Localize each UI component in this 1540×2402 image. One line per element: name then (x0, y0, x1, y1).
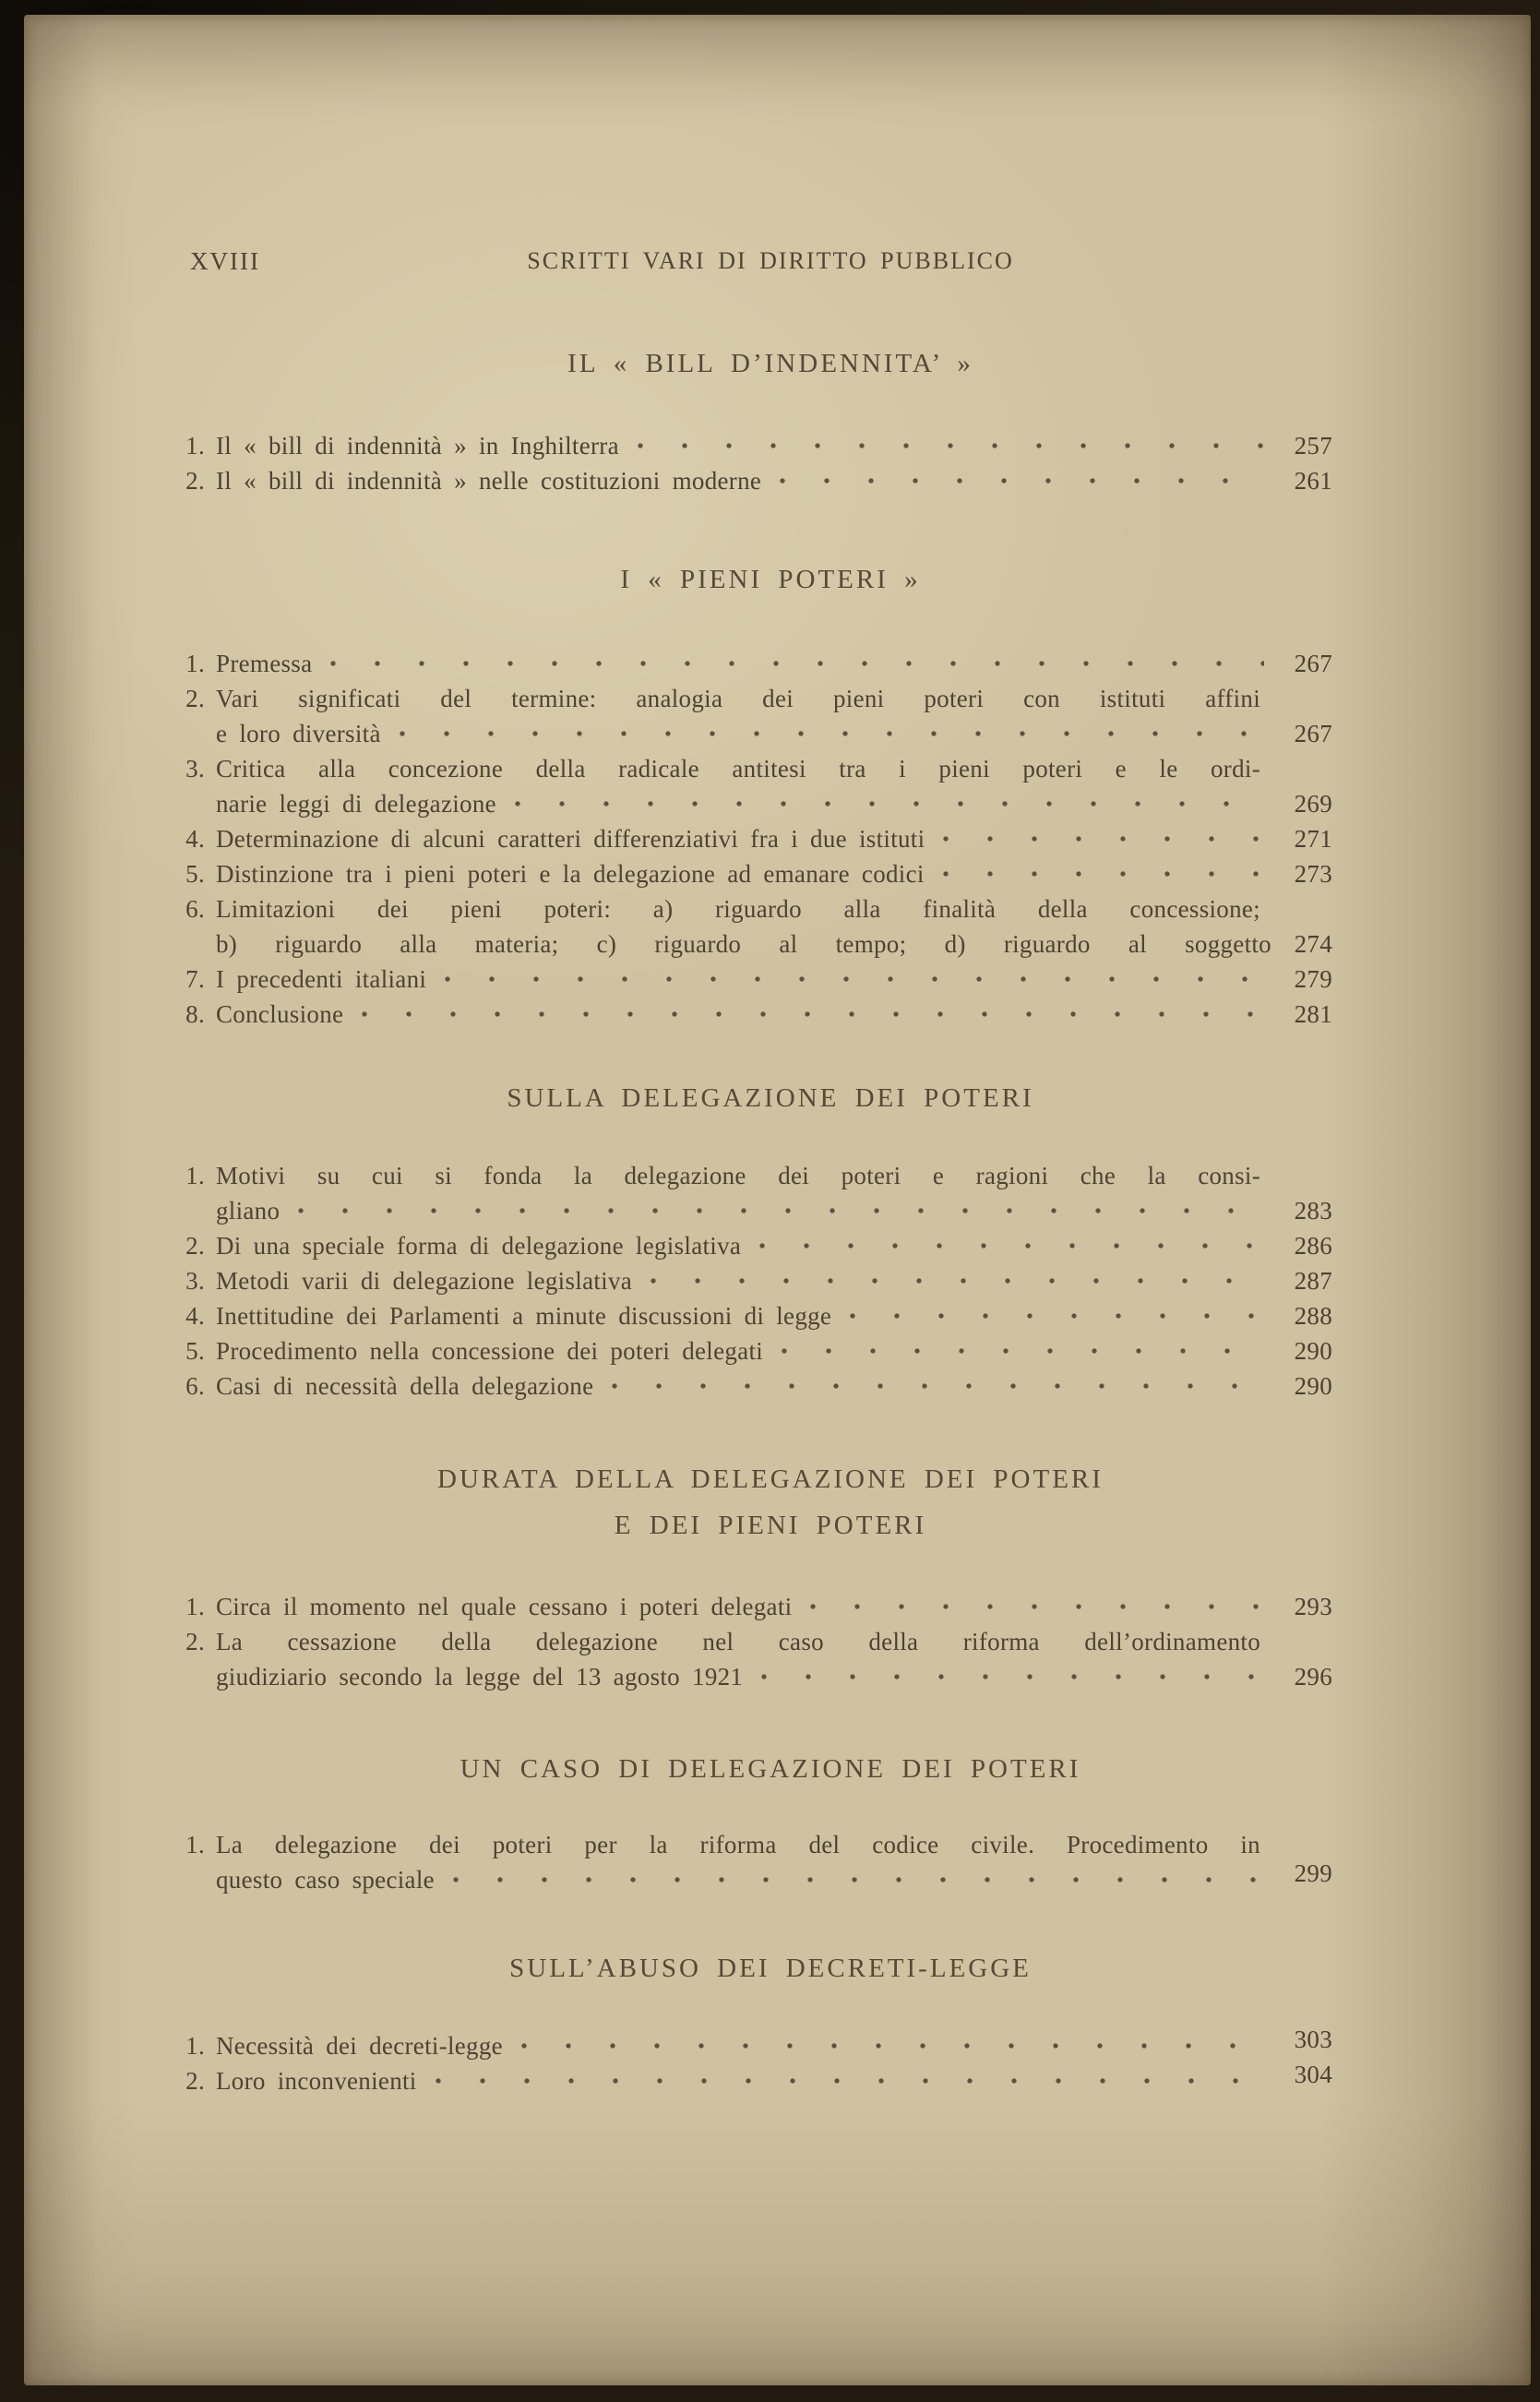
entry-number: 3. (185, 1267, 205, 1295)
section-heading: IL « BILL D’INDENNITA’ » (567, 349, 973, 378)
entry-title-line: narie leggi di delegazione (216, 790, 496, 818)
entry-page-number: 273 (1294, 860, 1332, 888)
entry-page-number: 288 (1294, 1302, 1332, 1330)
entry-page-number: 274 (1294, 930, 1332, 958)
entry-number: 5. (185, 860, 205, 888)
toc-entry (175, 1624, 1366, 1694)
toc-entry (175, 891, 1366, 962)
entry-title (216, 681, 1277, 751)
toc-entry (175, 1333, 1366, 1368)
running-head (175, 243, 1366, 280)
entry-title: Casi di necessità della delegazione (216, 1372, 594, 1400)
toc-entry (175, 463, 1366, 498)
toc-entry (175, 1263, 1366, 1298)
entry-number: 6. (185, 895, 205, 923)
entry-title: Determinazione di alcuni caratteri differenziativi fra i due istituti (216, 825, 925, 853)
entry-number: 2. (185, 1232, 205, 1260)
entry-page-number: 267 (1294, 720, 1332, 747)
entry-title (216, 1158, 1277, 1228)
page-folio: XVIII (190, 247, 260, 275)
entry-page-number: 304 (1294, 2061, 1332, 2088)
entry-number: 4. (185, 1302, 205, 1330)
entry-page-number: 286 (1294, 1232, 1332, 1260)
toc-entry (175, 646, 1366, 681)
toc-entry (175, 1228, 1366, 1263)
entry-title (216, 1624, 1277, 1694)
entry-page-number: 293 (1294, 1593, 1332, 1620)
toc-section-durata-delegazione (175, 1461, 1366, 1694)
entry-title-line: Critica alla concezione della radicale antitesi tra i pieni poteri e le ordi- (216, 755, 1260, 783)
section-heading: SULLA DELEGAZIONE DEI POTERI (507, 1083, 1034, 1113)
entry-page-number: 296 (1294, 1663, 1332, 1691)
entry-title: Circa il momento nel quale cessano i poteri delegati (216, 1593, 793, 1620)
entry-title (216, 891, 1277, 962)
entry-number: 1. (185, 432, 205, 460)
toc-entry (175, 2063, 1366, 2098)
section-heading: UN CASO DI DELEGAZIONE DEI POTERI (460, 1754, 1081, 1784)
entry-number: 1. (185, 2032, 205, 2060)
entry-number: 1. (185, 650, 205, 677)
entry-title-line: La cessazione della delegazione nel caso della riforma dell’ordinamento (216, 1628, 1260, 1655)
entry-title: Procedimento nella concessione dei poteri delegati (216, 1337, 764, 1365)
entry-page-number: 279 (1294, 965, 1332, 993)
toc-entry (175, 681, 1366, 751)
entry-page-number: 290 (1294, 1337, 1332, 1365)
entry-title-line: gliano (216, 1197, 281, 1225)
entry-number: 1. (185, 1831, 205, 1858)
entry-title: Premessa (216, 650, 313, 677)
entry-page-number: 299 (1294, 1859, 1332, 1887)
entry-number: 1. (185, 1593, 205, 1620)
toc-entry (175, 856, 1366, 891)
entry-page-number: 303 (1294, 2026, 1332, 2053)
toc-entry (175, 428, 1366, 463)
section-heading: I « PIENI POTERI » (620, 565, 921, 594)
entry-title-line: Motivi su cui si fonda la delegazione dei poteri e ragioni che la consi- (216, 1162, 1260, 1189)
toc-entry (175, 1158, 1366, 1228)
entry-title: Di una speciale forma di delegazione legislativa (216, 1232, 742, 1260)
toc-entry (175, 2028, 1366, 2063)
toc-entry (175, 1827, 1366, 1897)
toc-entry (175, 997, 1366, 1032)
entry-page-number: 283 (1294, 1197, 1332, 1225)
entry-title (216, 751, 1277, 821)
entry-number: 7. (185, 965, 205, 993)
entry-number: 2. (185, 1628, 205, 1655)
entry-page-number: 281 (1294, 1000, 1332, 1028)
entry-number: 3. (185, 755, 205, 783)
section-heading: DURATA DELLA DELEGAZIONE DEI POTERI (437, 1464, 1104, 1494)
toc-entry (175, 751, 1366, 821)
entry-page-number: 271 (1294, 825, 1332, 853)
entry-title: Inettitudine dei Parlamenti a minute discussioni di legge (216, 1302, 832, 1330)
toc-entry (175, 821, 1366, 856)
entry-number: 4. (185, 825, 205, 853)
toc-section-sulla-delegazione (175, 1080, 1366, 1404)
entry-title-line: e loro diversità (216, 720, 381, 747)
entry-number: 2. (185, 685, 205, 712)
entry-title: Il « bill di indennità » nelle costituzioni moderne (216, 467, 762, 495)
entry-title-line: Vari significati del termine: analogia dei pieni poteri con istituti affini (216, 685, 1260, 712)
entry-title: Metodi varii di delegazione legislativa (216, 1267, 633, 1295)
toc-entry (175, 1368, 1366, 1404)
entry-title (216, 1827, 1277, 1897)
section-heading: SULL’ABUSO DEI DECRETI-LEGGE (509, 1954, 1032, 1983)
entry-title-line: questo caso speciale (216, 1866, 435, 1894)
entry-title: Distinzione tra i pieni poteri e la delegazione ad emanare codici (216, 860, 925, 888)
entry-page-number: 261 (1294, 467, 1332, 495)
entry-number: 2. (185, 467, 205, 495)
entry-page-number: 269 (1294, 790, 1332, 818)
entry-page-number: 287 (1294, 1267, 1332, 1295)
toc-entry (175, 1298, 1366, 1333)
entry-title: Loro inconvenienti (216, 2067, 417, 2095)
section-heading-line2: E DEI PIENI POTERI (614, 1511, 927, 1540)
entry-title: I precedenti italiani (216, 965, 427, 993)
entry-title: Il « bill di indennità » in Inghilterra (216, 432, 619, 460)
entry-page-number: 267 (1294, 650, 1332, 677)
entry-title-line: giudiziario secondo la legge del 13 agosto 1921 (216, 1663, 744, 1691)
toc-section-bill-indennita (175, 345, 1366, 498)
entry-number: 6. (185, 1372, 205, 1400)
toc-section-un-caso (175, 1751, 1366, 1897)
entry-page-number: 257 (1294, 432, 1332, 460)
entry-title-line: Limitazioni dei pieni poteri: a) riguardo alla finalità della concessione; (216, 895, 1260, 923)
entry-number: 2. (185, 2067, 205, 2095)
toc-section-pieni-poteri (175, 561, 1366, 1032)
entry-title: Conclusione (216, 1000, 344, 1028)
toc-entry (175, 1589, 1366, 1624)
entry-page-number: 290 (1294, 1372, 1332, 1400)
entry-title-line: La delegazione dei poteri per la riforma del codice civile. Procedimento in (216, 1831, 1260, 1858)
toc-section-abuso-decreti-legge (175, 1950, 1366, 2098)
entry-title-line: b) riguardo alla materia; c) riguardo al tempo; d) riguardo al soggetto (216, 930, 1271, 958)
running-title: SCRITTI VARI DI DIRITTO PUBBLICO (527, 247, 1014, 274)
entry-number: 8. (185, 1000, 205, 1028)
entry-title: Necessità dei decreti-legge (216, 2032, 503, 2060)
entry-number: 5. (185, 1337, 205, 1365)
toc-entry (175, 962, 1366, 997)
entry-number: 1. (185, 1162, 205, 1189)
